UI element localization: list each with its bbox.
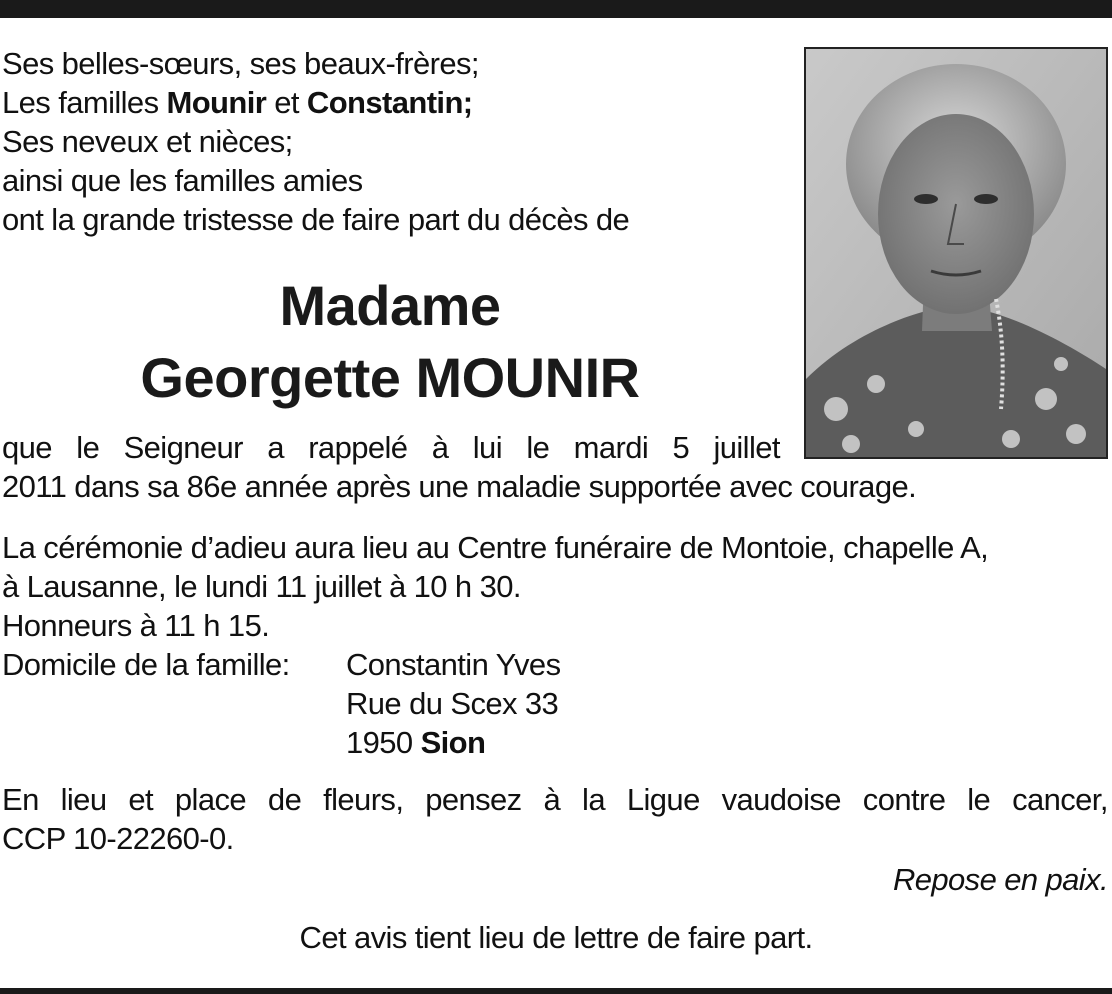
intro-line-2-prefix: Les familles (2, 85, 167, 120)
intro-line-2 (2, 83, 629, 122)
recall-word: le (76, 430, 100, 465)
flowers-word: cancer, (1012, 782, 1108, 817)
recall-word: que (2, 430, 52, 465)
address-line-3 (346, 723, 485, 762)
flowers-word: la (582, 782, 605, 817)
family-name-mounir: Mounir (166, 85, 267, 120)
intro-block (2, 44, 629, 239)
flowers-word: fleurs, (323, 782, 404, 817)
flowers-block (2, 780, 1108, 858)
flowers-word: à (543, 782, 561, 817)
deceased-heading (0, 270, 780, 414)
flowers-line-2: CCP 10-22260-0. (2, 821, 234, 856)
ceremony-line-3: Honneurs à 11 h 15. (2, 608, 270, 643)
recall-word: juillet (713, 430, 780, 465)
recall-word: à (431, 430, 449, 465)
recall-word: rappelé (308, 430, 408, 465)
recall-line-2: 2011 dans sa 86e année après une maladie supportée avec courage. (2, 469, 917, 504)
flowers-word: contre (862, 782, 946, 817)
portrait-photo (804, 47, 1108, 459)
flowers-word: le (967, 782, 991, 817)
flowers-word: place (174, 782, 247, 817)
recall-word: 5 (672, 430, 690, 465)
recall-word: mardi (573, 430, 649, 465)
flowers-word: lieu (60, 782, 107, 817)
intro-line-2-mid: et (266, 85, 307, 120)
intro-line-1: Ses belles-sœurs, ses beaux-frères; (2, 46, 479, 81)
address-city: Sion (420, 725, 486, 760)
repose-line: Repose en paix. (892, 862, 1108, 897)
address-line-1: Constantin Yves (346, 647, 561, 682)
flowers-word: Ligue (626, 782, 700, 817)
closing-line: Cet avis tient lieu de lettre de faire part. (299, 920, 813, 955)
recall-word: a (267, 430, 284, 465)
flowers-word: pensez (425, 782, 522, 817)
ceremony-line-1: La cérémonie d’adieu aura lieu au Centre funéraire de Montoie, chapelle A, (2, 530, 989, 565)
flowers-word: et (128, 782, 154, 817)
flowers-line-1 (2, 780, 1108, 819)
ceremony-line-2: à Lausanne, le lundi 11 juillet à 10 h 30. (2, 569, 521, 604)
recall-block (2, 428, 916, 506)
domicile-label: Domicile de la famille: (2, 647, 290, 682)
recall-line-1 (2, 428, 780, 467)
flowers-word: En (2, 782, 39, 817)
deceased-name: Georgette MOUNIR (140, 346, 640, 409)
intro-line-4: ainsi que les familles amies (2, 163, 363, 198)
address-postal-code: 1950 (346, 725, 421, 760)
intro-line-3: Ses neveux et nièces; (2, 124, 293, 159)
recall-word: lui (472, 430, 502, 465)
bottom-rule (0, 988, 1112, 994)
flowers-word: de (267, 782, 302, 817)
address-line-2: Rue du Scex 33 (346, 686, 559, 721)
family-name-constantin: Constantin; (306, 85, 473, 120)
recall-word: le (526, 430, 550, 465)
recall-word: Seigneur (123, 430, 243, 465)
top-rule (0, 0, 1112, 18)
intro-line-5: ont la grande tristesse de faire part du décès de (2, 202, 630, 237)
flowers-word: vaudoise (721, 782, 841, 817)
deceased-title: Madame (279, 274, 501, 337)
